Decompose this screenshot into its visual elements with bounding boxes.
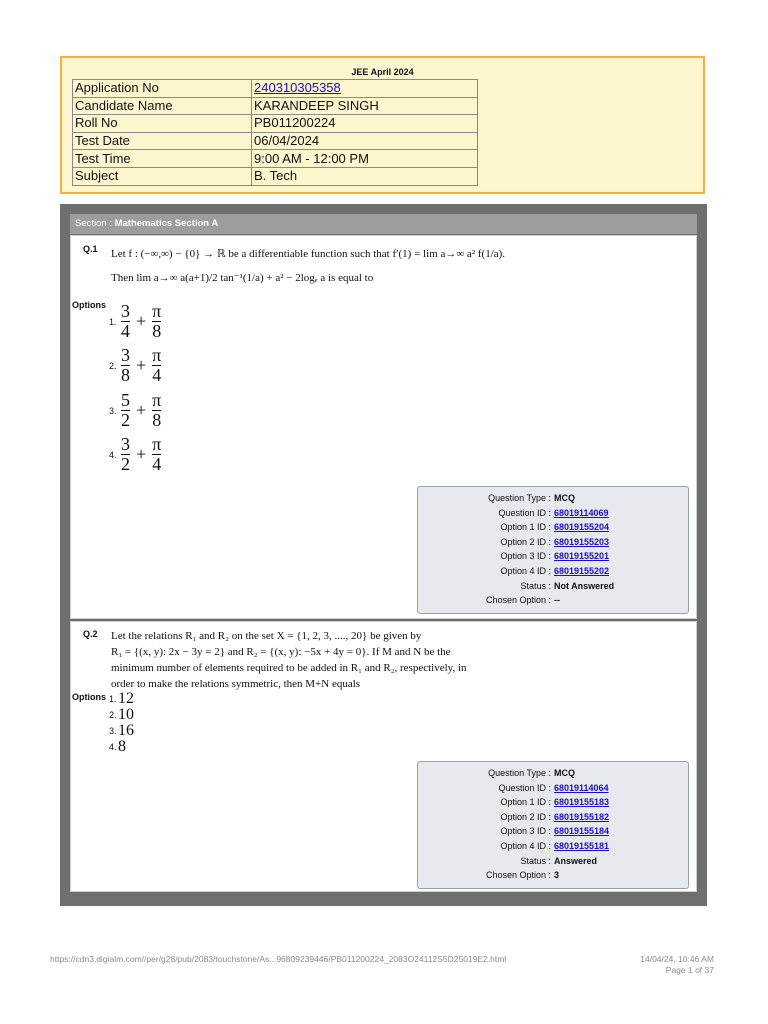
info-row [73,97,478,115]
option-2-id-link[interactable]: 68019155203 [554,536,610,547]
info-value: KARANDEEP SINGH [252,97,478,115]
option-2 [109,346,164,385]
meta-row [418,795,688,810]
section-container [60,204,707,906]
fraction [121,346,130,385]
option-number: 4. [109,449,117,460]
info-key: Subject [73,167,252,185]
meta-label: Option 1 ID : [500,797,551,808]
meta-row [418,520,688,535]
question-id-link[interactable]: 68019114069 [554,507,609,518]
info-value: B. Tech [252,167,478,185]
denominator: 4 [152,454,162,474]
info-row [73,150,478,168]
numerator: 5 [121,390,130,410]
meta-row [418,781,688,796]
option-number: 3. [109,405,117,416]
info-row [73,80,478,98]
option-3-id-link[interactable]: 68019155184 [554,826,610,837]
info-key: Application No [73,80,252,98]
meta-row [418,868,688,883]
option-1 [109,302,164,341]
option-number: 1. [109,316,117,327]
question-card-1 [70,235,697,619]
meta-row [418,593,688,608]
section-name: Mathematics Section A [114,218,219,229]
option-2-id-link[interactable]: 68019155182 [554,811,610,822]
meta-label: Chosen Option : [485,870,551,881]
meta-label: Question ID : [498,507,551,518]
meta-row [418,564,688,579]
plus-sign: + [136,444,147,464]
numerator: π [152,434,162,454]
candidate-info-table [72,79,478,186]
option-3 [109,391,164,430]
options-label: Options [72,300,106,310]
fraction [152,391,161,430]
option-number: 1. [109,694,117,704]
meta-label: Status : [520,580,551,591]
info-row [73,167,478,185]
meta-label: Option 2 ID : [500,811,551,822]
options-label: Options [72,692,106,702]
option-value: 12 [118,690,134,707]
fraction [152,435,161,474]
info-row [73,132,478,150]
chosen-option-value: 3 [554,870,560,881]
meta-row [418,579,688,594]
numerator: π [152,345,162,365]
question-text [111,246,671,286]
footer-page-number: Page 1 of 37 [665,965,714,975]
denominator: 8 [152,410,162,430]
plus-sign: + [136,355,147,375]
meta-label: Chosen Option : [485,595,551,606]
fraction [121,391,130,430]
meta-row [418,810,688,825]
option-value: 10 [118,706,134,723]
option-1-id-link[interactable]: 68019155183 [554,797,610,808]
meta-row [418,854,688,869]
option-number: 3. [109,726,117,736]
question-line-1: Let the relations R₁ and R₂ on the set X = {1, 2, 3, ...., 20} be given by [111,630,422,642]
meta-label: Status : [520,855,551,866]
footer-datetime: 14/04/24, 10:46 AM [640,954,714,964]
option-4-id-link[interactable]: 68019155202 [554,565,610,576]
info-key: Test Time [73,150,252,168]
meta-label: Option 3 ID : [500,551,551,562]
option-number: 4. [109,742,117,752]
denominator: 8 [152,321,162,341]
meta-row [418,491,688,506]
question-number: Q.1 [83,244,98,254]
info-key: Roll No [73,115,252,133]
meta-row [418,506,688,521]
meta-label: Question Type : [488,768,551,778]
option-value: 8 [118,738,126,755]
meta-label: Option 4 ID : [500,840,551,851]
question-line-3: minimum number of elements required to be added in R₁ and R₂, respectively, in [111,662,467,674]
question-line-2: R₁ = {(x, y): 2x − 3y = 2} and R₂ = {(x, y): −5x + 4y = 0}. If M and N be the [111,646,451,658]
option-number: 2. [109,360,117,371]
question-number: Q.2 [83,629,98,639]
meta-label: Option 2 ID : [500,536,551,547]
meta-row [418,766,688,781]
denominator: 8 [121,365,130,385]
plus-sign: + [136,311,147,331]
exam-title: JEE April 2024 [351,67,414,77]
meta-label: Question Type : [488,493,551,503]
question-card-2 [70,621,697,892]
question-line-1: Let f : (−∞,∞) − {0} → ℝ be a differentiable function such that f′(1) = lim a→∞ a² f(1/a). [111,248,506,260]
meta-row [418,535,688,550]
plus-sign: + [136,400,147,420]
info-value: 9:00 AM - 12:00 PM [252,150,478,168]
question-type-value: MCQ [554,493,575,503]
numerator: 3 [121,301,130,321]
meta-row [418,824,688,839]
candidate-info-panel [60,56,705,194]
fraction [121,435,130,474]
fraction [121,302,130,341]
question-id-link[interactable]: 68019114064 [554,782,609,793]
meta-label: Option 4 ID : [500,565,551,576]
question-type-value: MCQ [554,768,575,778]
option-value: 16 [118,722,134,739]
status-value: Not Answered [554,580,615,591]
question-meta-panel [417,761,689,889]
option-4 [109,435,164,474]
info-value: PB011200224 [252,115,478,133]
info-key: Test Date [73,132,252,150]
application-no-link[interactable]: 240310305358 [254,80,341,96]
question-line-2: Then lim a→∞ a(a+1)/2 tan⁻¹(1/a) + a² − 2logₑ a is equal to [111,272,374,284]
question-meta-panel [417,486,689,614]
info-row [73,115,478,133]
info-key: Candidate Name [73,97,252,115]
section-bar [70,214,697,234]
option-4-id-link[interactable]: 68019155181 [554,840,610,851]
fraction [152,302,161,341]
numerator: π [152,301,162,321]
meta-row [418,549,688,564]
footer-url: https://cdn3.digialm.com//per/g28/pub/2083/touchstone/As...96809239446/PB011200224_2083O24112S5D25019E2.html [50,954,507,964]
fraction [152,346,161,385]
numerator: 3 [121,434,130,454]
numerator: π [152,390,162,410]
info-value: 06/04/2024 [252,132,478,150]
denominator: 4 [121,321,130,341]
chosen-option-value: -- [554,595,560,606]
option-3-id-link[interactable]: 68019155201 [554,551,610,562]
denominator: 2 [121,410,130,430]
meta-label: Option 3 ID : [500,826,551,837]
status-value: Answered [554,855,598,866]
meta-row [418,839,688,854]
option-4 [109,738,126,756]
denominator: 2 [121,454,130,474]
question-line-4: order to make the relations symmetric, then M+N equals [111,678,361,690]
question-text [111,628,671,692]
option-1-id-link[interactable]: 68019155204 [554,522,610,533]
option-number: 2. [109,710,117,720]
section-prefix: Section : [75,218,115,229]
denominator: 4 [152,365,162,385]
meta-label: Question ID : [498,782,551,793]
meta-label: Option 1 ID : [500,522,551,533]
numerator: 3 [121,345,130,365]
